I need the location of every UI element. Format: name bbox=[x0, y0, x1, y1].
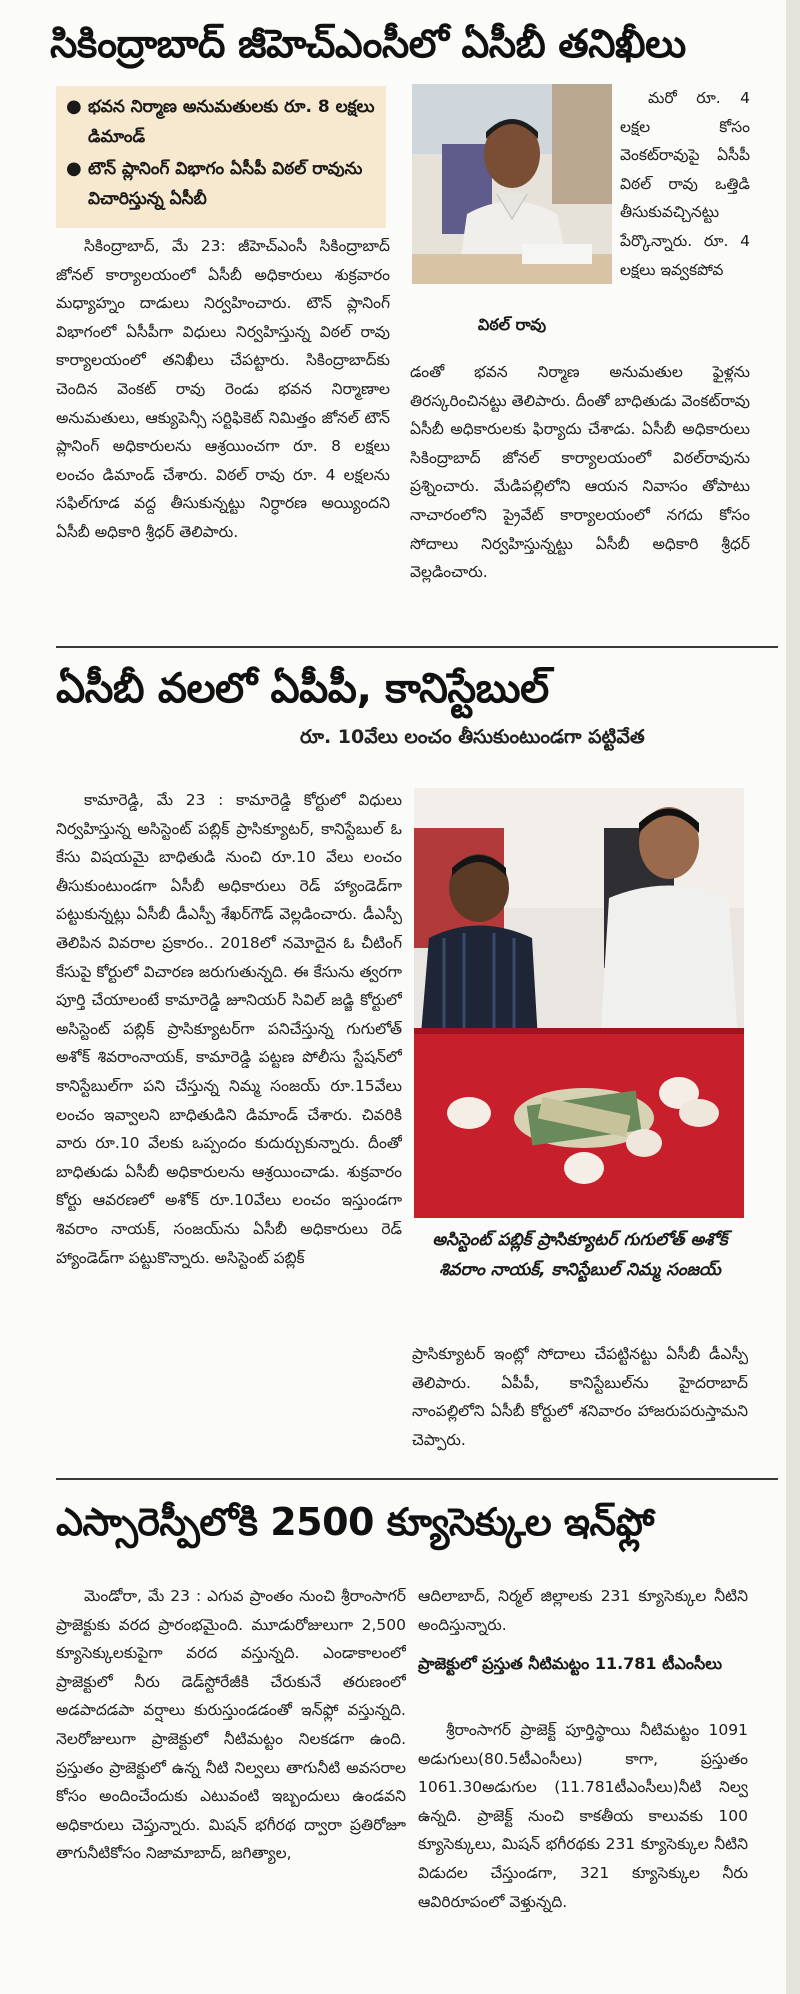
story3-body-right-bottom: శ్రీరాంసాగర్ ప్రాజెక్ట్ పూర్తిస్థాయి నీటిమట్టం 1091 అడుగులు(80.5టీఎంసీలు) కాగా, ప్రస్తుతం 1061.30అడుగుల (11.781టీఎంసీలు)నీటి నిల్వ ఉన్నది. ప్రాజెక్ట్ నుంచి కాకతీయ కాలువకు 100 క్యూసెక్కులు, మిషన్ భగీరథకు 231 క్యూసెక్కుల నీటిని విడుదల చేస్తుండగా, 321 క్యూసెక్కుల నీరు ఆవిరిరూపంలో వెళ్తున్నది. bbox=[418, 1721, 748, 1911]
arrest-photo-image bbox=[414, 788, 744, 1218]
story1-body-left: సికింద్రాబాద్, మే 23: జీహెచ్ఎంసీ సికింద్రాబాద్ జోనల్ కార్యాలయంలో ఏసీబీ అధికారులు శుక్రవారం మధ్యాహ్నం దాడులు నిర్వహించారు. టౌన్ ప్లానింగ్ విభాగంలో ఏసీపీగా విధులు నిర్వహిస్తున్న విఠల్ రావు కార్యాలయంలో తనిఖీలు చేపట్టారు. సికింద్రాబాద్‌కు చెందిన వెంకట్ రావు రెండు భవన నిర్మాణాల అనుమతులు, ఆక్యుపెన్సీ సర్టిఫికెట్ నిమిత్తం జోనల్ టౌన్ ప్లానింగ్ అధికారులను ఆశ్రయించగా రూ. 8 లక్షలు లంచం డిమాండ్ చేశారు. విఠల్ రావు రూ. 4 లక్షలను సఫిల్‌గూడ వద్ద తీసుకున్నట్టు నిర్ధారణ అయ్యిందని ఏసీబీ అధికారి శ్రీధర్ తెలిపారు. bbox=[56, 237, 390, 541]
story3-body-right-top: ఆదిలాబాద్, నిర్మల్ జిల్లాలకు 231 క్యూసెక్కుల నీటిని అందిస్తున్నారు. bbox=[418, 1587, 748, 1634]
story3-subhead: ప్రాజెక్టులో ప్రస్తుత నీటిమట్టం 11.781 టీఎంసీలు bbox=[418, 1654, 723, 1673]
story1-body-right-bottom: డంతో భవన నిర్మాణ అనుమతుల ఫైళ్లను తిరస్కరించినట్టు తెలిపారు. దీంతో బాధితుడు వెంకట్‌రావు ఏసీబీ అధికారులకు ఫిర్యాదు చేశాడు. ఏసీబీ అధికారులు సికింద్రాబాద్ జోనల్ కార్యాలయంలో విఠల్‌రావును ప్రశ్నించారు. మేడిపల్లిలోని ఆయన నివాసం తోపాటు నాచారంలోని ప్రైవేట్ కార్యాలయంలో నగదు కోసం సోదాలు నిర్వహిస్తున్నట్టు ఏసీబీ అధికారి శ్రీధర్ వెల్లడించారు. bbox=[410, 363, 750, 582]
story1-body-right-top: మరో రూ. 4 లక్షల కోసం వెంకట్‌రావుపై ఏసీపీ విఠల్ రావు ఒత్తిడి తీసుకువచ్చినట్టు పేర్కొన్నారు. రూ. 4 లక్షలు ఇవ్వకపోవ bbox=[620, 89, 750, 279]
story1-photo-caption: విఠల్ రావు bbox=[477, 315, 547, 334]
bullet-icon: ● bbox=[66, 158, 82, 179]
section-divider-2 bbox=[56, 1478, 778, 1480]
adjacent-page-edge bbox=[786, 0, 800, 1994]
story2-headline: ఏసీబీ వలలో ఏపీపీ, కానిస్టేబుల్ bbox=[56, 664, 549, 712]
bullet-icon: ● bbox=[66, 96, 82, 117]
story3-headline: ఎస్సారెస్పీలోకి 2500 క్యూసెక్కుల ఇన్‌ఫ్లో bbox=[56, 1500, 654, 1544]
story1-photo bbox=[412, 84, 612, 284]
story1-headline: సికింద్రాబాద్ జీహెచ్ఎంసీలో ఏసీబీ తనిఖీలు bbox=[50, 22, 686, 67]
story3-body-left: మెండోరా, మే 23 : ఎగువ ప్రాంతం నుంచి శ్రీరాంసాగర్ ప్రాజెక్టుకు వరద ప్రారంభమైంది. మూడురోజులుగా 2,500 క్యూసెక్కులకుపైగా వరద వస్తున్నది. ఎండాకాలంలో ప్రాజెక్టులో నీరు డెడ్‌స్టోరేజీకి చేరుకునే తరుణంలో అడపాదడపా వర్షాలు కురుస్తుండడంతో ఇన్‌ఫ్లో వస్తున్నది. నెలరోజులుగా ప్రాజెక్టులో నీటిమట్టం నిలకడగా ఉంది. ప్రస్తుతం ప్రాజెక్టులో ఉన్న నీటి నిల్వలు తాగునీటి అవసరాల కోసం అందించేందుకు ఎటువంటి ఇబ్బందులు ఉండవని అధికారులు చెప్తున్నారు. మిషన్ భగీరథ ద్వారా ప్రతిరోజూ తాగునీటికోసం నిజామాబాద్, జగిత్యాల, bbox=[56, 1587, 406, 1863]
story2-photo-caption: అసిస్టెంట్ పబ్లిక్ ప్రాసిక్యూటర్ గుగులోత్ అశోక్ శివరాం నాయక్, కానిస్టేబుల్ నిమ్మ సంజయ్ bbox=[432, 1230, 728, 1280]
portrait-man-image bbox=[412, 84, 612, 284]
story2-subheadline: రూ. 10వేలు లంచం తీసుకుంటుండగా పట్టివేత bbox=[300, 726, 645, 748]
story2-body-right: ప్రాసిక్యూటర్ ఇంట్లో సోదాలు చేపట్టినట్టు ఏసీబీ డీఎస్పీ తెలిపారు. ఏపీపీ, కానిస్టేబుల్‌ను హైదరాబాద్ నాంపల్లిలోని ఏసీబీ కోర్టులో శనివారం హాజరుపరుస్తామని చెప్పారు. bbox=[412, 1345, 748, 1449]
story1-highlight-2: ● టౌన్ ప్లానింగ్ విభాగం ఏసీపీ విఠల్ రావును విచారిస్తున్న ఏసీబీ bbox=[66, 154, 376, 214]
story1-highlight-1: ● భవన నిర్మాణ అనుమతులకు రూ. 8 లక్షలు డిమాండ్ bbox=[66, 92, 376, 152]
section-divider bbox=[56, 646, 778, 648]
story2-photo bbox=[414, 788, 744, 1218]
story2-body-left: కామారెడ్డి, మే 23 : కామారెడ్డి కోర్టులో విధులు నిర్వహిస్తున్న అసిస్టెంట్ పబ్లిక్ ప్రాసిక్యూటర్, కానిస్టేబుల్ ఓ కేసు విషయమై బాధితుడి నుంచి రూ.10 వేలు లంచం తీసుకుంటుండగా ఏసీబీ అధికారులు రెడ్ హ్యాండెడ్‌గా పట్టుకున్నట్లు ఏసీబీ డీఎస్పీ శేఖర్‌గౌడ్ వెల్లడించారు. డీఎస్పీ తెలిపిన వివరాల ప్రకారం.. 2018లో నమోదైన ఓ చీటింగ్ కేసుపై కోర్టులో విచారణ జరుగుతున్నది. ఈ కేసును త్వరగా పూర్తి చేయాలంటే కామారెడ్డి జూనియర్ సివిల్ జడ్జి కోర్టులో అసిస్టెంట్ పబ్లిక్ ప్రాసిక్యూటర్‌గా పనిచేస్తున్న గుగులోత్ అశోక్ శివరాంనాయక్, కామారెడ్డి పట్టణ పోలీసు స్టేషన్‌లో కానిస్టేబుల్‌గా పని చేస్తున్న నిమ్మ సంజయ్ రూ.15వేలు లంచం ఇవ్వాలని బాధితుడిని డిమాండ్ చేశారు. చివరికి వారు రూ.10 వేలకు ఒప్పందం కుదుర్చుకున్నారు. దీంతో బాధితుడు ఏసీబీ అధికారులను ఆశ్రయించాడు. శుక్రవారం కోర్టు ఆవరణలో అశోక్ రూ.10వేలు లంచం ఇస్తుండగా శివరాం నాయక్, సంజయ్‌ను ఏసీబీ అధికారులు రెడ్ హ్యాండెడ్‌గా పట్టుకొన్నారు. అసిస్టెంట్ పబ్లిక్ bbox=[56, 791, 402, 1267]
story1-highlights-box bbox=[56, 86, 386, 228]
